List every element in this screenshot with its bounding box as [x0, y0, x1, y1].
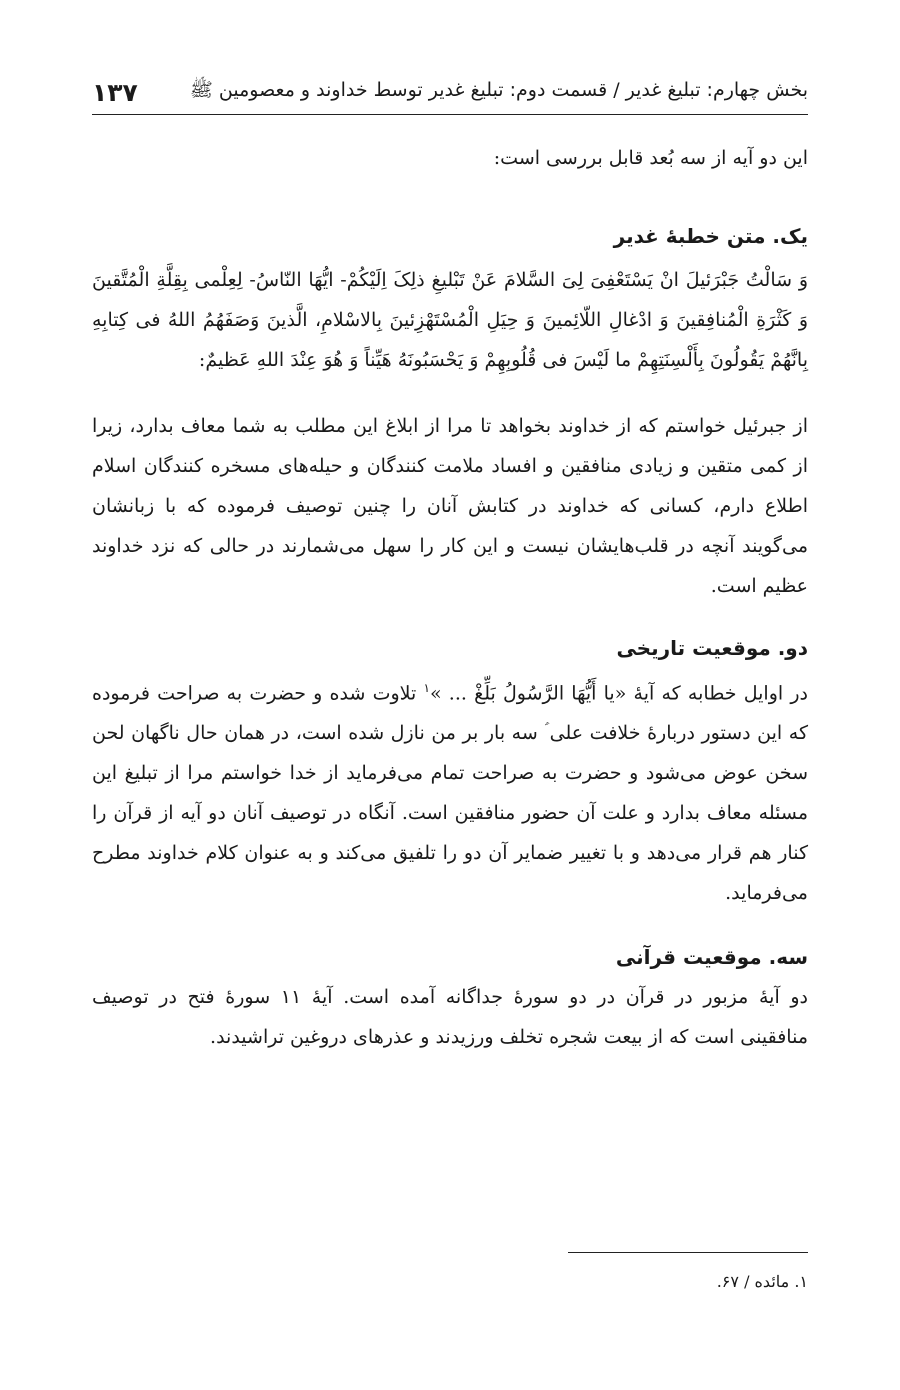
footnote: ۱. مائده / ۶۷. [716, 1272, 808, 1291]
intro-paragraph: این دو آیه از سه بُعد قابل بررسی است: [493, 147, 808, 169]
page-number: ۱۳۷ [92, 77, 138, 107]
book-page [92, 0, 808, 1390]
historical-text-start: در اوایل خطابه که آیۀ «یا أَیُّهَا الرَّسُولُ بَلِّغْ ... » [429, 682, 808, 705]
header-title: بخش چهارم: تبلیغ غدیر / قسمت دوم: تبلیغ غدیر توسط خداوند و معصومین ﷺ [189, 79, 808, 101]
sermon-translation: از جبرئیل خواستم که از خداوند بخواهد تا مرا از ابلاغ این مطلب به شما معاف بدارد، زیرا از کمی متقین و زیادی منافقین و افساد ملامت کنندگان و حیله‌های مسخره کنندگان اسلام اطلاع دارم، کسانی که خداوند در کتابش آنان را چنین توصیف فرموده که با زبانشان می‌گویند آنچه در قلب‌هایشان نیست و این کار را سهل می‌شمارند در حالی که نزد خداوند عظیم است. [92, 415, 808, 597]
section-heading-one: یک. متن خطبۀ غدیر [613, 224, 808, 248]
historical-context-paragraph [92, 668, 808, 913]
quranic-context-paragraph: دو آیۀ مزبور در قرآن در دو سورۀ جداگانه آمده است. آیۀ ۱۱ سورۀ فتح در توصیف منافقینی است که از بیعت شجره تخلف ورزیدند و عذرهای دروغین تراشیدند. [92, 986, 808, 1049]
footnote-divider [568, 1252, 808, 1253]
page-body [92, 130, 808, 1057]
arabic-sermon-text: وَ سَالْتُ جَبْرَئیلَ انْ یَسْتَعْفِیَ لِیَ السَّلامَ عَنْ تَبْلیغِ ذلِکَ اِلَیْکُمْ- ایُّهَا النّاسُ- لِعِلْمی بِقِلَّةِ الْمُتَّقینَ وَ کَثْرَةِ الْمُنافِقینَ وَ ادْغالِ اللّائِمینَ وَ حِیَلِ الْمُسْتَهْزِئینَ بِالاسْلامِ، الَّذینَ وَصَفَهُمُ اللهُ فی کِتابِهِ بِانَّهُمْ یَقُولُونَ بِأَلْسِنَتِهِمْ ما لَیْسَ فی قُلُوبِهِمْ وَ یَحْسَبُونَهُ هَیِّناً وَ هُوَ عِنْدَ اللهِ عَظیمٌ: [92, 269, 809, 371]
footnote-reference[interactable]: ۱ [423, 681, 430, 695]
historical-text-end: تلاوت شده و حضرت به صراحت فرموده که این دستور دربارۀ خلافت علی ؑ سه بار بر من نازل شده است، در همان حال ناگهان لحن سخن عوض می‌شود و حضرت به صراحت تمام می‌فرماید از خدا خواستم مرا از تبلیغ این مسئله معاف بدارد و علت آن حضور منافقین است. آنگاه در توصیف آنان دو آیه از قرآن را کنار هم قرار می‌دهد و با تغییر ضمایر آن دو را تلفیق می‌کند و به عنوان کلام خداوند مطرح می‌فرماید. [92, 682, 808, 905]
section-heading-two: دو. موقعیت تاریخی [616, 636, 808, 660]
section-heading-three: سه. موقعیت قرآنی [615, 945, 808, 970]
running-header [92, 70, 808, 115]
